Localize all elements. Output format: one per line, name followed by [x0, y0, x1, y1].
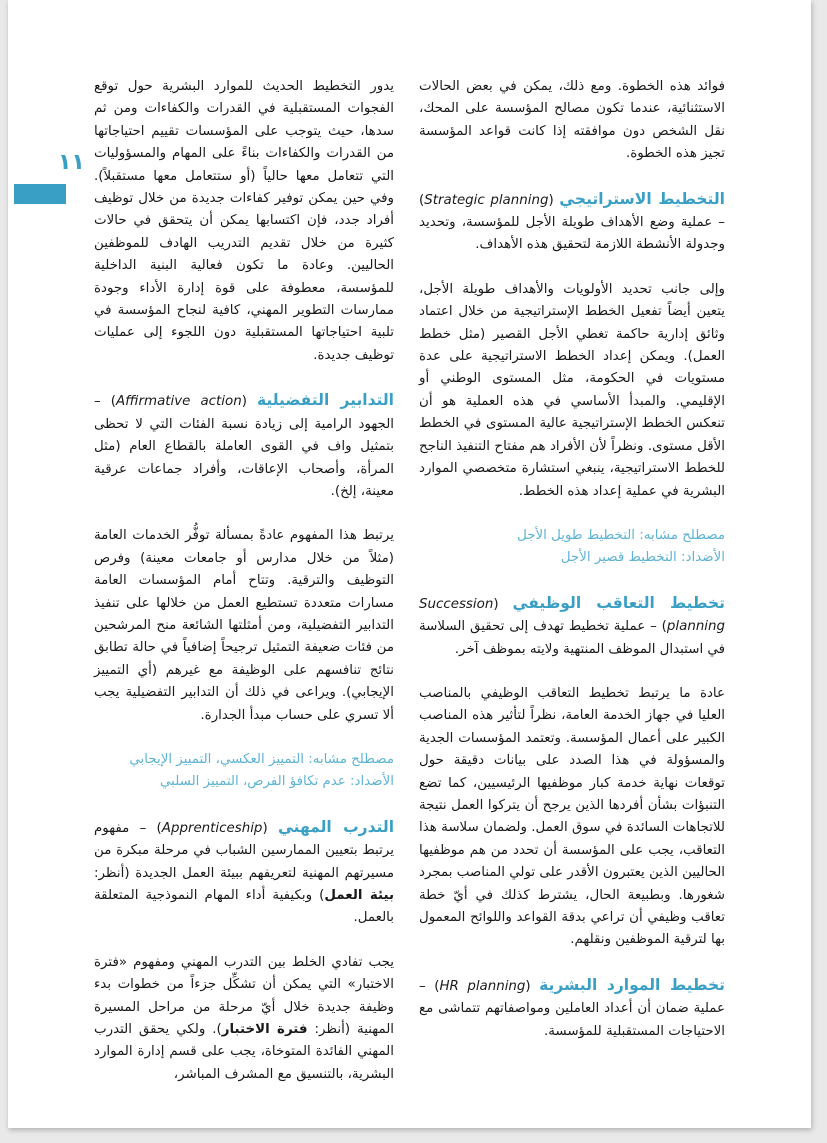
term-definition: عملية تخطيط تهدف إلى تحقيق السلاسة في استبدال الموظف المنتهية ولايته بموظف آخر. [419, 619, 725, 657]
glossary-entry-hr-planning: تخطيط الموارد البشرية (HR planning) – عملية ضمان أن أعداد العاملين ومواصفاتهم تتماشى مع الاحتياجات المستقبلية للمؤسسة. [419, 975, 725, 1039]
term-heading: تخطيط التعاقب الوظيفي [512, 593, 725, 612]
paragraph [94, 952, 394, 1086]
term-heading: التدرب المهني [277, 817, 395, 836]
paragraph-part: ). ولكي يحقق التدرب المهني الفائدة المتوخاة، يجب على قسم إدارة الموارد البشرية، بالتنسيق مع المشرف المباشر، [94, 1022, 394, 1082]
left-column [94, 76, 394, 1108]
similar-term: مصطلح مشابه: التمييز العكسي، التمييز الإيجابي [129, 751, 394, 767]
glossary-entry-apprenticeship: التدرب المهني (Apprenticeship) – مفهوم يرتبط بتعيين الممارسين الشباب في مرحلة مبكرة من مسيرتهم المهنية لتعريفهم ببيئة العمل الجديدة (أنظر: بيئة العمل) وبكيفية أداء المهام النموذجية المتعلقة بالعمل. [94, 817, 395, 926]
paragraph: وإلى جانب تحديد الأولويات والأهداف طويلة الأجل، يتعين أيضاً تفعيل الخطط الإستراتيجية من خلال اعتماد وثائق إدارية حاكمة تغطي الأجل القصير (مثل خطط العمل). ويمكن إعداد الخطط الاستراتيجية على عدة مستويات في الحكومة، مثل المستوى الوطني أو الإقليمي. والمبدأ الأساسي في هذه العملية هو أن تنعكس الخطط الإستراتيجية عالية المستوى في الخطط الأقل مستوى. ونظراً لأن الأفراد هم مفتاح التنفيذ الناجح للخطط الاستراتيجية، ينبغي استشارة متخصصي الموارد البشرية في عملية إعداد هذه الخطط. [419, 281, 725, 499]
term-heading: التدابير التفضيلية [257, 391, 394, 410]
term-heading: التخطيط الاستراتيجي [559, 189, 725, 208]
chapter-tab-marker [14, 184, 66, 204]
glossary-entry-strategic-planning: التخطيط الاستراتيجي (Strategic planning) – عملية وضع الأهداف طويلة الأجل للمؤسسة، وتحديد وجدولة الأنشطة اللازمة لتحقيق هذه الأهداف. [419, 189, 726, 253]
paragraph: عادة ما يرتبط تخطيط التعاقب الوظيفي بالمناصب العليا في جهاز الخدمة العامة، نظراً لتأثير هذه المناصب الكبير على أعمال المؤسسة. وتعتمد المؤسسات الجدية والمسؤولة في هذا الصدد على بيانات دقيقة حول توقعات نهاية خدمة كبار موظفيها الرئيسيين، كما تضع التنبؤات بشأن أفردها الذين يرجح أن يتركوا العمل نتيجة للاتجاهات السائدة في سوق العمل. ولضمان سلاسة هذا التعاقب، يجب على المؤسسة أن تحدد من هم موظفيها الحاليين الذين يعتبرون الأقدر على تولي المناصب بمجرد شغورها. وبطبيعة الحال، يشترط كذلك في أيّ خطة تعاقب وظيفي أن تراعي بدقة القواعد واللوائح المعمول بها لترقية الموظفين ونقلهم. [419, 685, 725, 948]
page-number: ١١ [58, 150, 85, 175]
document-page [8, 0, 811, 1128]
paragraph: يدور التخطيط الحديث للموارد البشرية حول توقع الفجوات المستقبلية في القدرات والكفاءات ومن ثم سدها، حيث يتوجب على المؤسسات تقييم احتياجاتها من القدرات والكفاءات بناءً على المهام والمسؤوليات التي تتعامل معها حالياً (أو ستتعامل معها مستقبلاً). وفي حين يمكن توفير كفاءات جديدة من خلال توظيف أفراد جدد، فإن اكتسابها يمكن أن يتحقق في حالات كثيرة من خلال تقديم التدريب الهادف للموظفين الحاليين. وعادة ما تكون فعالية البنية الداخلية للمؤسسة، معطوفة على قوة إدارة الأداء وجودة ممارسات التطوير المهني، كافية لنجاح المؤسسة في تلبية احتياجاتها المستقبلية دون اللجوء إلى عمليات توظيف جديدة. [94, 79, 394, 363]
paragraph: فوائد هذه الخطوة. ومع ذلك، يمكن في بعض الحالات الاستثنائية، عندما تكون مصالح المؤسسة على المحك، نقل الشخص دون موافقته إذا كانت قواعد المؤسسة تجيز هذه الخطوة. [419, 79, 725, 162]
related-terms [94, 749, 394, 794]
opposite-term: الأضداد: التخطيط قصير الأجل [560, 550, 725, 566]
term-english: HR planning [439, 978, 526, 994]
similar-term: مصطلح مشابه: التخطيط طويل الأجل [517, 527, 725, 543]
paragraph: يرتبط هذا المفهوم عادةً بمسألة توفُّر الخدمات العامة (مثلاً من خلال مدارس أو جامعات معينة) وفرص التوظيف والترقية. وتتاح أمام المؤسسات العامة مسارات متعددة تستطيع العمل من خلالها على تنفيذ التدابير التفضيلية، ومن أمثلتها الشائعة منح المرشحين من فئات ضعيفة التمثيل ترجيحاً إضافياً في حالة تطابق نتائج تنافسهم على الوظيفة مع غيرهم (أي التمييز الإيجابي). ويراعى في ذلك أن التدابير التفضيلية يجب ألا تسري على حساب مبدأ الجدارة. [94, 528, 394, 723]
cross-reference: فترة الاختبار [221, 1022, 308, 1038]
term-english: Succession planning [419, 596, 726, 635]
term-definition: عملية ضمان أن أعداد العاملين ومواصفاتهم تتماشى مع الاحتياجات المستقبلية للمؤسسة. [419, 1001, 725, 1039]
right-column [419, 76, 725, 1065]
related-terms [419, 525, 725, 570]
paragraph-part: يجب تفادي الخلط بين التدرب المهني ومفهوم «فترة الاختبار» التي يمكن أن تشكِّل جزءاً من خطوات بدء وظيفة جديدة خلال أيّ مرحلة من مراحل المسيرة المهنية (أنظر: [94, 954, 395, 1038]
term-heading: تخطيط الموارد البشرية [539, 975, 725, 994]
term-english: Apprenticeship [161, 820, 263, 836]
term-definition-part: ) وبكيفية أداء المهام النموذجية المتعلقة بالعمل. [94, 888, 394, 926]
glossary-entry-affirmative-action: التدابير التفضيلية (Affirmative action) – الجهود الرامية إلى زيادة نسبة الفئات التي لا تحظى بتمثيل واف في القوى العاملة بالقطاع العام (مثل المرأة، وأصحاب الإعاقات، وأفراد جماعات عرقية معينة، إلخ). [94, 391, 394, 499]
cross-reference: بيئة العمل [324, 888, 394, 903]
term-english: Strategic planning [424, 192, 549, 208]
term-english: Affirmative action [115, 394, 242, 410]
glossary-entry-succession-planning: تخطيط التعاقب الوظيفي (Succession planning) – عملية تخطيط تهدف إلى تحقيق السلاسة في استبدال الموظف المنتهية ولايته بموظف آخر. [419, 593, 726, 657]
term-definition: عملية وضع الأهداف طويلة الأجل للمؤسسة، وتحديد وجدولة الأنشطة اللازمة لتحقيق هذه الأهداف. [419, 215, 725, 253]
term-definition: الجهود الرامية إلى زيادة نسبة الفئات التي لا تحظى بتمثيل واف في القوى العاملة بالقطاع العام (مثل المرأة، وأصحاب الإعاقات، وأفراد جماعات عرقية معينة، إلخ). [94, 416, 394, 499]
term-definition-part: مفهوم يرتبط بتعيين الممارسين الشباب في مرحلة مبكرة من مسيرتهم المهنية لتعريفهم ببيئة العمل الجديدة (أنظر: [94, 820, 394, 881]
opposite-term: الأضداد: عدم تكافؤ الفرص، التمييز السلبي [160, 774, 394, 790]
